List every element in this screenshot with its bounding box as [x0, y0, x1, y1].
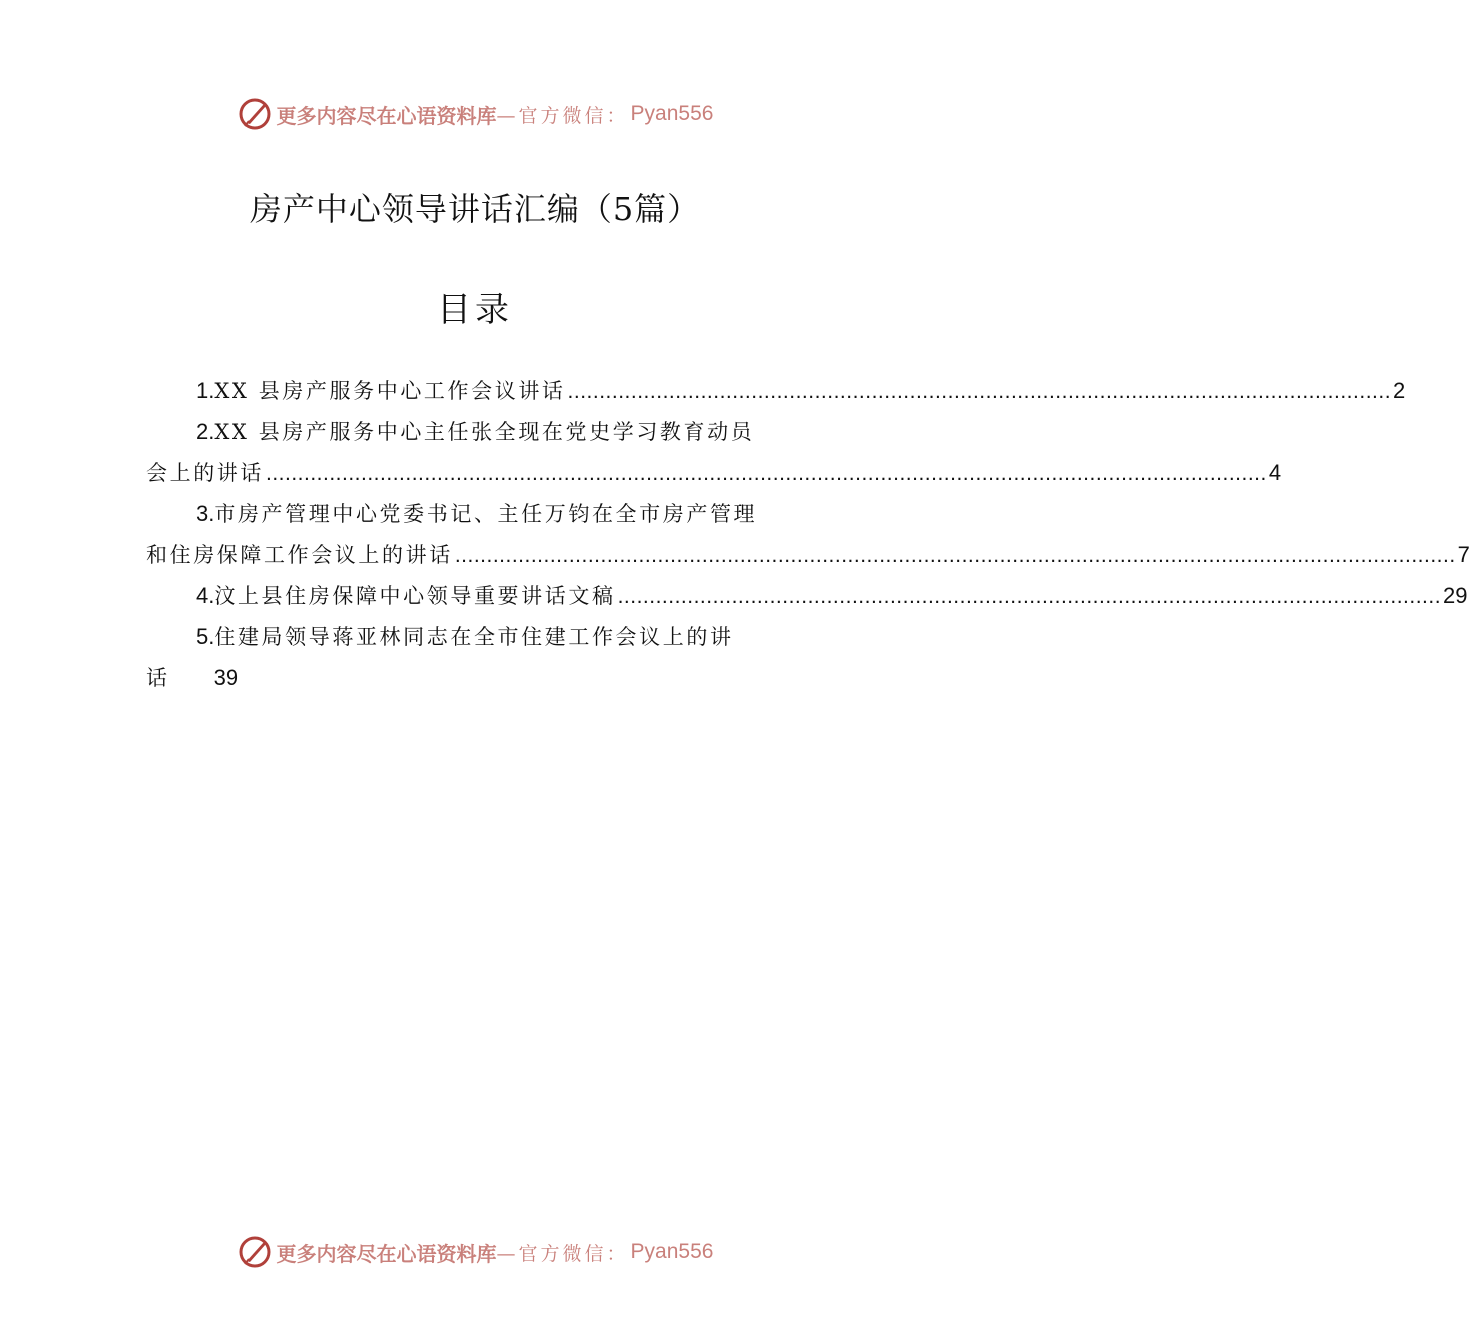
toc-entry-page: 29 — [1443, 583, 1468, 608]
toc-entry-number: 1. — [196, 378, 215, 403]
toc-entry-5[interactable] — [146, 616, 806, 657]
toc-entry-title: 汶上县住房保障中心领导重要讲话文稿 — [214, 584, 616, 608]
toc-entry-3-continued[interactable] — [146, 534, 1470, 575]
toc-heading: 目录 — [437, 290, 513, 330]
table-of-contents — [146, 370, 1470, 698]
toc-entry-1[interactable] — [146, 370, 1406, 411]
watermark-brand: 更多内容尽在心语资料库 — [276, 103, 497, 128]
quill-logo-icon — [237, 1234, 273, 1270]
toc-entry-page: 4 — [1268, 460, 1282, 485]
watermark-footer — [0, 1232, 950, 1272]
toc-entry-2-continued[interactable] — [146, 452, 1282, 493]
toc-entry-number: 2. — [196, 419, 215, 444]
toc-entry-title: XX 县房产服务中心工作会议讲话 — [214, 379, 566, 403]
toc-leader-dots: .................................................................................................................................. — [617, 585, 1442, 608]
watermark-wechat-id: Pyan556 — [630, 1240, 714, 1263]
quill-logo-icon — [237, 96, 273, 132]
watermark-separator: —官方微信： — [496, 1242, 629, 1265]
toc-entry-number: 5. — [196, 624, 215, 649]
toc-entry-title: XX 县房产服务中心主任张全现在党史学习教育动员 — [214, 420, 755, 444]
watermark-separator: —官方微信： — [496, 104, 629, 127]
toc-leader-dots: .................................................................................................................................. — [567, 380, 1392, 403]
document-title: 房产中心领导讲话汇编（5篇） — [249, 190, 701, 228]
toc-entry-page: 39 — [213, 665, 239, 690]
toc-entry-number: 3. — [196, 501, 215, 526]
toc-entry-title-cont: 和住房保障工作会议上的讲话 — [146, 543, 453, 567]
watermark-header — [0, 94, 950, 134]
toc-entry-3[interactable] — [146, 493, 806, 534]
toc-entry-page: 7 — [1457, 542, 1470, 567]
toc-entry-number: 4. — [196, 583, 215, 608]
toc-leader-dots: .............................................................................................................................................................. — [266, 462, 1267, 485]
toc-entry-title: 住建局领导蒋亚林同志在全市住建工作会议上的讲 — [214, 625, 734, 649]
toc-entry-4[interactable] — [146, 575, 1468, 616]
toc-entry-title-cont: 话 — [146, 666, 170, 690]
toc-entry-2[interactable] — [146, 411, 806, 452]
toc-entry-5-continued[interactable] — [146, 657, 806, 698]
toc-leader-dots: .............................................................................................................................................................. — [454, 544, 1456, 567]
watermark-brand: 更多内容尽在心语资料库 — [276, 1241, 497, 1266]
toc-entry-page: 2 — [1393, 378, 1406, 403]
watermark-wechat-id: Pyan556 — [630, 102, 714, 125]
toc-entry-title-cont: 会上的讲话 — [146, 461, 264, 485]
toc-entry-title: 市房产管理中心党委书记、主任万钧在全市房产管理 — [214, 502, 758, 526]
